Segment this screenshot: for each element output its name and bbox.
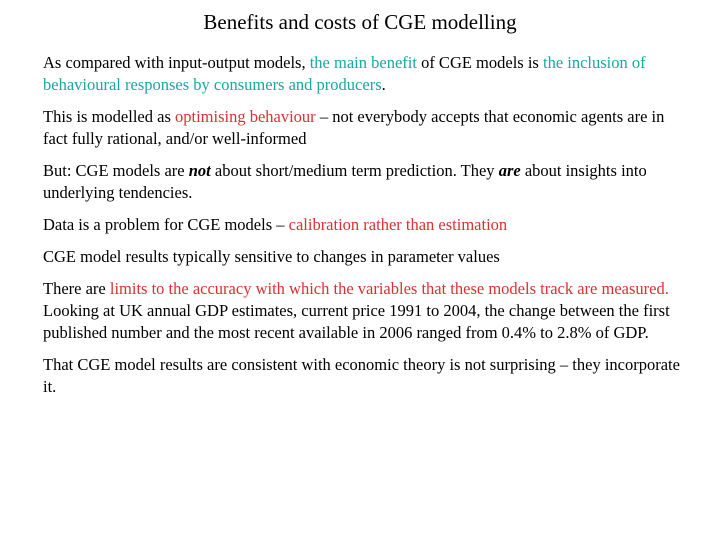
p2-text-a: This is modelled as (43, 107, 175, 126)
paragraph-accuracy-limits (43, 278, 693, 344)
slide-body (43, 52, 693, 408)
p3-text-e: about insights into underlying tendencies. (43, 161, 647, 202)
p3-emphasis-not: not (188, 161, 211, 180)
p3-text-c: about short/medium term prediction. They (210, 161, 499, 180)
p4-highlight-calibration: calibration rather than estimation (288, 215, 508, 234)
p1-text-c: of CGE models is (416, 53, 543, 72)
paragraph-optimising (43, 106, 693, 150)
p1-highlight-main-benefit: the main benefit (309, 53, 417, 72)
p3-emphasis-are: are (498, 161, 521, 180)
p4-text-a: Data is a problem for CGE models – (43, 215, 289, 234)
paragraph-main-benefit (43, 52, 693, 96)
p6-text-c: Looking at UK annual GDP estimates, current price 1991 to 2004, the change between the first published number and the most recent available in 2006 ranged from 0.4% to 2.8% of GDP. (43, 301, 670, 342)
p1-text-e: . (381, 75, 386, 94)
p2-text-c: – not everybody accepts that economic agents are in fact fully rational, and/or well-informed (43, 107, 665, 148)
p3-text-a: But: CGE models are (43, 161, 189, 180)
p5-text-a: CGE model results typically sensitive to changes in parameter values (43, 247, 500, 266)
p6-text-a: There are (43, 279, 110, 298)
p2-highlight-optimising-behaviour: optimising behaviour (174, 107, 316, 126)
p1-text-a: As compared with input-output models, (43, 53, 310, 72)
paragraph-data-problem (43, 214, 693, 236)
paragraph-consistency (43, 354, 693, 398)
paragraph-prediction (43, 160, 693, 204)
p7-text-a: That CGE model results are consistent with economic theory is not surprising – they incorporate it. (43, 355, 680, 396)
p1-highlight-behavioural-responses: the inclusion of behavioural responses by consumers and producers (43, 53, 646, 94)
p6-highlight-limits-accuracy: limits to the accuracy with which the variables that these models track are measured. (109, 279, 669, 298)
slide-title: Benefits and costs of CGE modelling (203, 10, 517, 34)
paragraph-sensitivity (43, 246, 693, 268)
